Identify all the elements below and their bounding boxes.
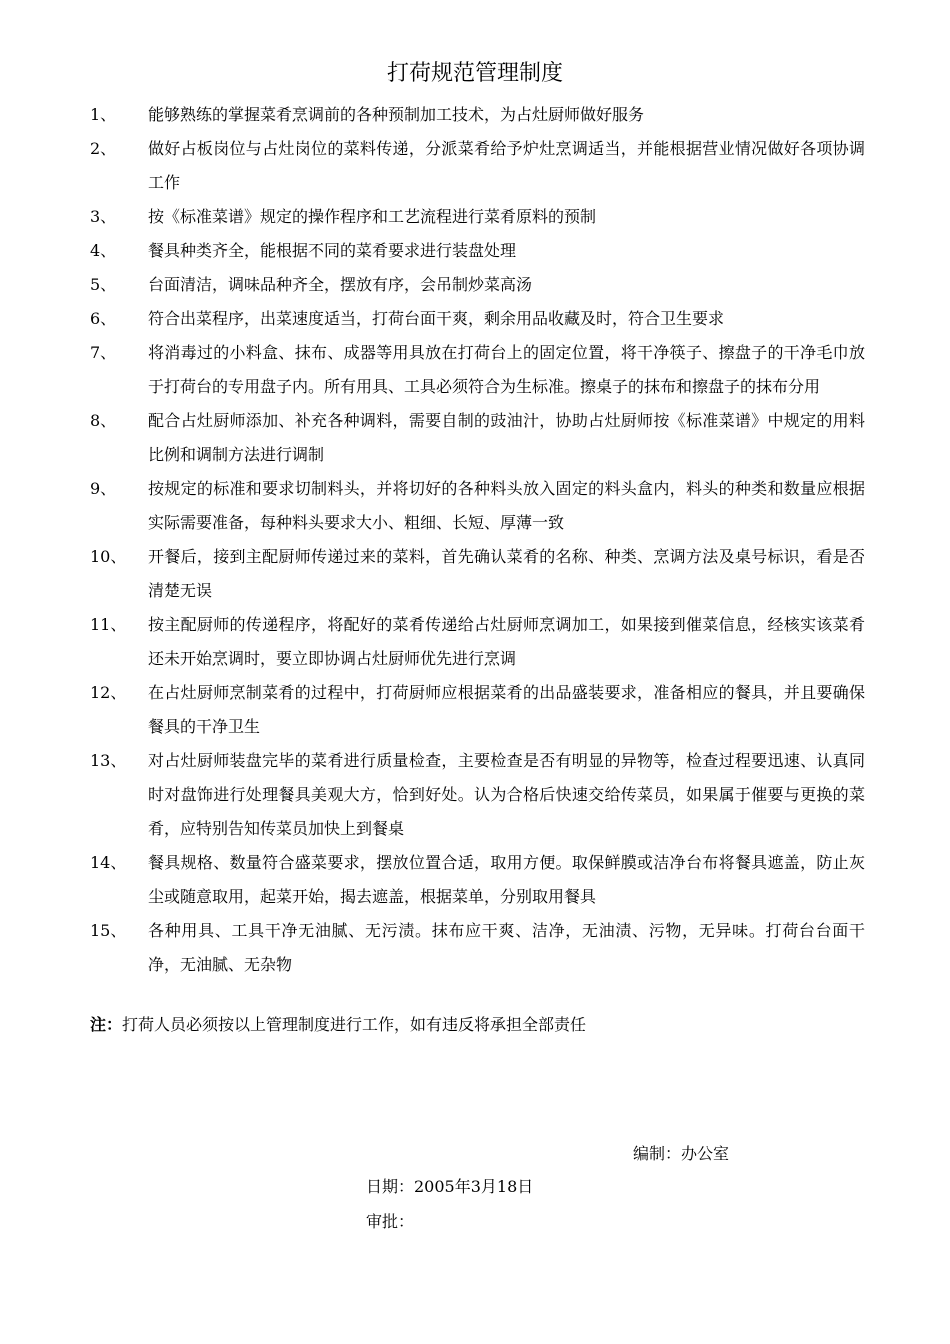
date-line: 日期：2005年3月18日 bbox=[366, 1177, 534, 1196]
rule-list bbox=[90, 98, 865, 982]
note-text: 打荷人员必须按以上管理制度进行工作，如有违反将承担全部责任 bbox=[122, 1015, 587, 1034]
compiler-line: 编制：办公室 bbox=[633, 1144, 730, 1163]
item-number: 3、 bbox=[90, 207, 117, 226]
item-text: 做好占板岗位与占灶岗位的菜料传递，分派菜肴给予炉灶烹调适当，并能根据营业情况做好各项协调工作 bbox=[148, 139, 865, 192]
item-number: 15、 bbox=[90, 921, 127, 940]
item-number: 13、 bbox=[90, 751, 127, 770]
item-number: 9、 bbox=[90, 479, 117, 498]
list-item bbox=[90, 268, 865, 302]
list-item bbox=[90, 676, 865, 744]
item-text: 按《标准菜谱》规定的操作程序和工艺流程进行菜肴原料的预制 bbox=[148, 207, 597, 226]
list-item bbox=[90, 744, 865, 846]
approve-line: 审批： bbox=[366, 1212, 415, 1231]
list-item bbox=[90, 404, 865, 472]
item-text: 台面清洁，调味品种齐全，摆放有序，会吊制炒菜高汤 bbox=[148, 275, 533, 294]
list-item bbox=[90, 336, 865, 404]
item-text: 按主配厨师的传递程序，将配好的菜肴传递给占灶厨师烹调加工，如果接到催菜信息，经核实该菜肴还未开始烹调时，要立即协调占灶厨师优先进行烹调 bbox=[148, 615, 865, 668]
list-item bbox=[90, 132, 865, 200]
item-number: 1、 bbox=[90, 105, 117, 124]
item-number: 6、 bbox=[90, 309, 117, 328]
item-number: 4、 bbox=[90, 241, 117, 260]
item-text: 配合占灶厨师添加、补充各种调料，需要自制的豉油汁，协助占灶厨师按《标准菜谱》中规定的用料比例和调制方法进行调制 bbox=[148, 411, 865, 464]
note-label: 注： bbox=[90, 1015, 123, 1034]
item-number: 2、 bbox=[90, 139, 117, 158]
item-text: 将消毒过的小料盒、抹布、成器等用具放在打荷台上的固定位置，将干净筷子、擦盘子的干净毛巾放于打荷台的专用盘子内。所有用具、工具必须符合为生标准。擦桌子的抹布和擦盘子的抹布分用 bbox=[148, 343, 865, 396]
list-item bbox=[90, 200, 865, 234]
item-text: 按规定的标准和要求切制料头，并将切好的各种料头放入固定的料头盒内，料头的种类和数量应根据实际需要准备，每种料头要求大小、粗细、长短、厚薄一致 bbox=[148, 479, 865, 532]
item-text: 对占灶厨师装盘完毕的菜肴进行质量检查，主要检查是否有明显的异物等，检查过程要迅速、认真同时对盘饰进行处理餐具美观大方，恰到好处。认为合格后快速交给传菜员，如果属于催要与更换的菜肴，应特别告知传菜员加快上到餐桌 bbox=[148, 751, 865, 838]
item-text: 能够熟练的掌握菜肴烹调前的各种预制加工技术，为占灶厨师做好服务 bbox=[148, 105, 645, 124]
item-text: 餐具规格、数量符合盛菜要求，摆放位置合适，取用方便。取保鲜膜或洁净台布将餐具遮盖，防止灰尘或随意取用，起菜开始，揭去遮盖，根据菜单，分别取用餐具 bbox=[148, 853, 865, 906]
item-number: 10、 bbox=[90, 547, 127, 566]
note bbox=[90, 1008, 586, 1042]
item-number: 11、 bbox=[90, 615, 127, 634]
document-title: 打荷规范管理制度 bbox=[386, 61, 563, 86]
list-item bbox=[90, 472, 865, 540]
item-text: 在占灶厨师烹制菜肴的过程中，打荷厨师应根据菜肴的出品盛装要求，准备相应的餐具，并且要确保餐具的干净卫生 bbox=[148, 683, 865, 736]
list-item bbox=[90, 608, 865, 676]
item-text: 开餐后，接到主配厨师传递过来的菜料，首先确认菜肴的名称、种类、烹调方法及桌号标识，看是否清楚无误 bbox=[148, 547, 865, 600]
list-item bbox=[90, 914, 865, 982]
item-number: 14、 bbox=[90, 853, 127, 872]
item-number: 8、 bbox=[90, 411, 117, 430]
list-item bbox=[90, 98, 865, 132]
list-item bbox=[90, 234, 865, 268]
item-text: 餐具种类齐全，能根据不同的菜肴要求进行装盘处理 bbox=[148, 241, 517, 260]
list-item bbox=[90, 540, 865, 608]
item-number: 12、 bbox=[90, 683, 127, 702]
item-text: 符合出菜程序，出菜速度适当，打荷台面干爽，剩余用品收藏及时，符合卫生要求 bbox=[148, 309, 725, 328]
item-text: 各种用具、工具干净无油腻、无污渍。抹布应干爽、洁净，无油渍、污物，无异味。打荷台台面干净，无油腻、无杂物 bbox=[148, 921, 865, 974]
item-number: 7、 bbox=[90, 343, 117, 362]
list-item bbox=[90, 846, 865, 914]
item-number: 5、 bbox=[90, 275, 117, 294]
list-item bbox=[90, 302, 865, 336]
